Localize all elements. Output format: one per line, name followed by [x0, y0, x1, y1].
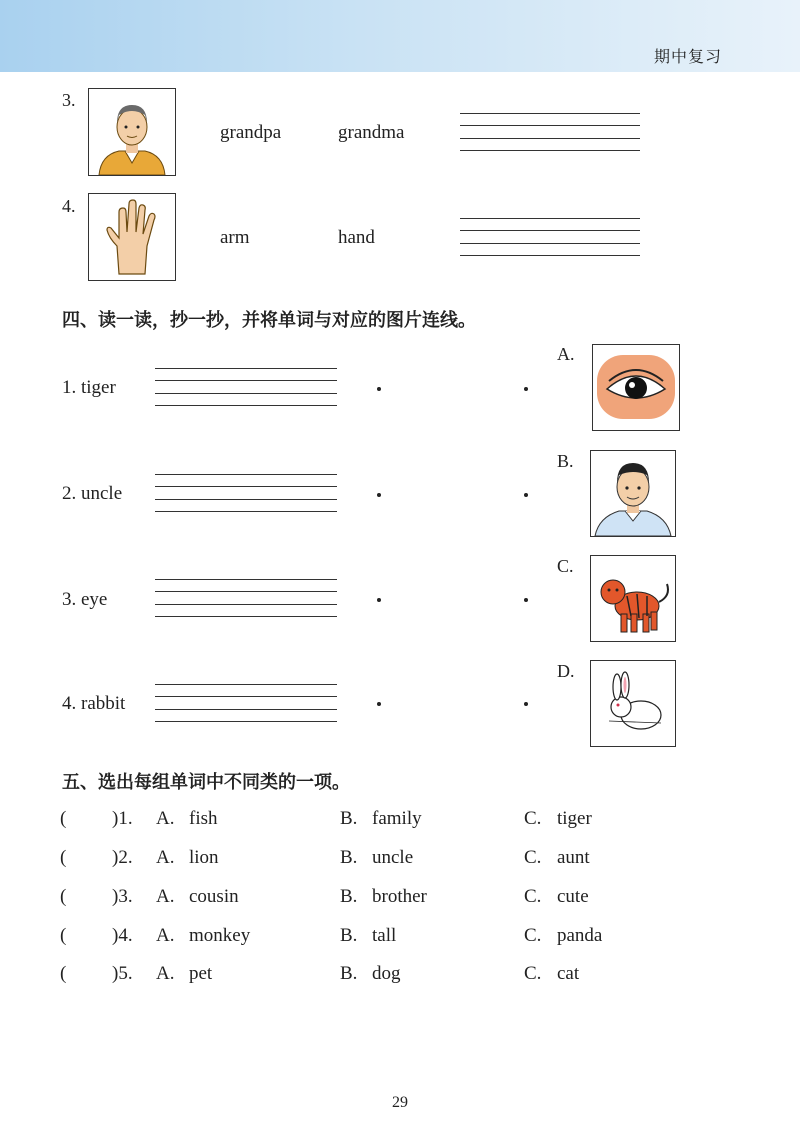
section-title: 期中复习 — [653, 47, 722, 66]
option-text: tall — [372, 925, 397, 946]
writing-lines[interactable] — [155, 684, 337, 724]
item-number: 3. — [62, 90, 76, 110]
answer-paren-open[interactable]: ( — [60, 963, 67, 984]
match-dot-left[interactable] — [377, 387, 381, 391]
question-number: )4. — [112, 925, 133, 946]
word-item — [62, 483, 122, 505]
match-dot-left[interactable] — [377, 702, 381, 706]
grandpa-picture — [88, 88, 176, 176]
option-text: panda — [557, 925, 603, 946]
option-hand: hand — [338, 227, 375, 248]
option-label: B. — [340, 847, 358, 868]
writing-lines[interactable] — [155, 368, 337, 408]
word-item — [62, 589, 107, 611]
word-number: 3. — [62, 589, 77, 610]
option-label: A. — [156, 925, 175, 946]
option-text: cute — [557, 886, 589, 907]
word-text: rabbit — [81, 693, 126, 714]
page-number: 29 — [392, 1094, 408, 1111]
hand-icon — [89, 194, 175, 280]
answer-paren-open[interactable]: ( — [60, 808, 67, 829]
eye-icon — [593, 345, 679, 430]
part4-heading: 四、读一读，抄一抄，并将单词与对应的图片连线。 — [62, 310, 476, 331]
hand-picture — [88, 193, 176, 281]
rabbit-picture — [590, 660, 676, 747]
option-label: B. — [340, 925, 358, 946]
option-label: B. — [340, 808, 358, 829]
option-text: cousin — [189, 886, 239, 907]
tiger-picture — [590, 555, 676, 642]
option-label: A. — [156, 808, 175, 829]
writing-lines[interactable] — [460, 218, 640, 258]
question-number: )5. — [112, 963, 133, 984]
picture-letter: A. — [557, 344, 575, 364]
match-dot-right[interactable] — [524, 493, 528, 497]
answer-paren-open[interactable]: ( — [60, 886, 67, 907]
option-text: uncle — [372, 847, 414, 868]
answer-paren-open[interactable]: ( — [60, 925, 67, 946]
writing-lines[interactable] — [460, 113, 640, 153]
option-text: lion — [189, 847, 219, 868]
man-picture — [590, 450, 676, 537]
word-text: eye — [81, 589, 108, 610]
eye-picture — [592, 344, 680, 431]
option-label: A. — [156, 847, 175, 868]
option-text: fish — [189, 808, 218, 829]
question-number: )3. — [112, 886, 133, 907]
item-number: 4. — [62, 196, 76, 216]
option-label: A. — [156, 963, 175, 984]
match-dot-right[interactable] — [524, 387, 528, 391]
man-icon — [591, 451, 675, 536]
option-text: family — [372, 808, 422, 829]
option-text: tiger — [557, 808, 592, 829]
option-text: dog — [372, 963, 401, 984]
word-text: tiger — [81, 377, 116, 398]
option-text: brother — [372, 886, 427, 907]
option-label: C. — [524, 808, 542, 829]
option-text: monkey — [189, 925, 251, 946]
picture-letter: D. — [557, 661, 575, 681]
option-label: C. — [524, 886, 542, 907]
option-label: A. — [156, 886, 175, 907]
match-dot-right[interactable] — [524, 598, 528, 602]
option-label: C. — [524, 847, 542, 868]
option-grandma: grandma — [338, 122, 405, 143]
word-number: 1. — [62, 377, 77, 398]
option-label: C. — [524, 925, 542, 946]
question-number: )1. — [112, 808, 133, 829]
answer-paren-open[interactable]: ( — [60, 847, 67, 868]
option-label: B. — [340, 963, 358, 984]
question-number: )2. — [112, 847, 133, 868]
tiger-icon — [591, 556, 675, 641]
picture-letter: C. — [557, 556, 574, 576]
option-label: C. — [524, 963, 542, 984]
option-text: cat — [557, 963, 580, 984]
writing-lines[interactable] — [155, 579, 337, 619]
word-item — [62, 377, 116, 399]
word-text: uncle — [81, 483, 123, 504]
word-number: 2. — [62, 483, 77, 504]
word-item — [62, 693, 125, 715]
picture-letter: B. — [557, 451, 574, 471]
option-grandpa: grandpa — [220, 122, 282, 143]
option-text: aunt — [557, 847, 590, 868]
option-label: B. — [340, 886, 358, 907]
option-text: pet — [189, 963, 213, 984]
match-dot-left[interactable] — [377, 598, 381, 602]
grandpa-icon — [89, 89, 175, 175]
word-number: 4. — [62, 693, 77, 714]
match-dot-right[interactable] — [524, 702, 528, 706]
option-arm: arm — [220, 227, 250, 248]
writing-lines[interactable] — [155, 474, 337, 514]
match-dot-left[interactable] — [377, 493, 381, 497]
part5-heading: 五、选出每组单词中不同类的一项。 — [62, 772, 350, 793]
rabbit-icon — [591, 661, 675, 746]
